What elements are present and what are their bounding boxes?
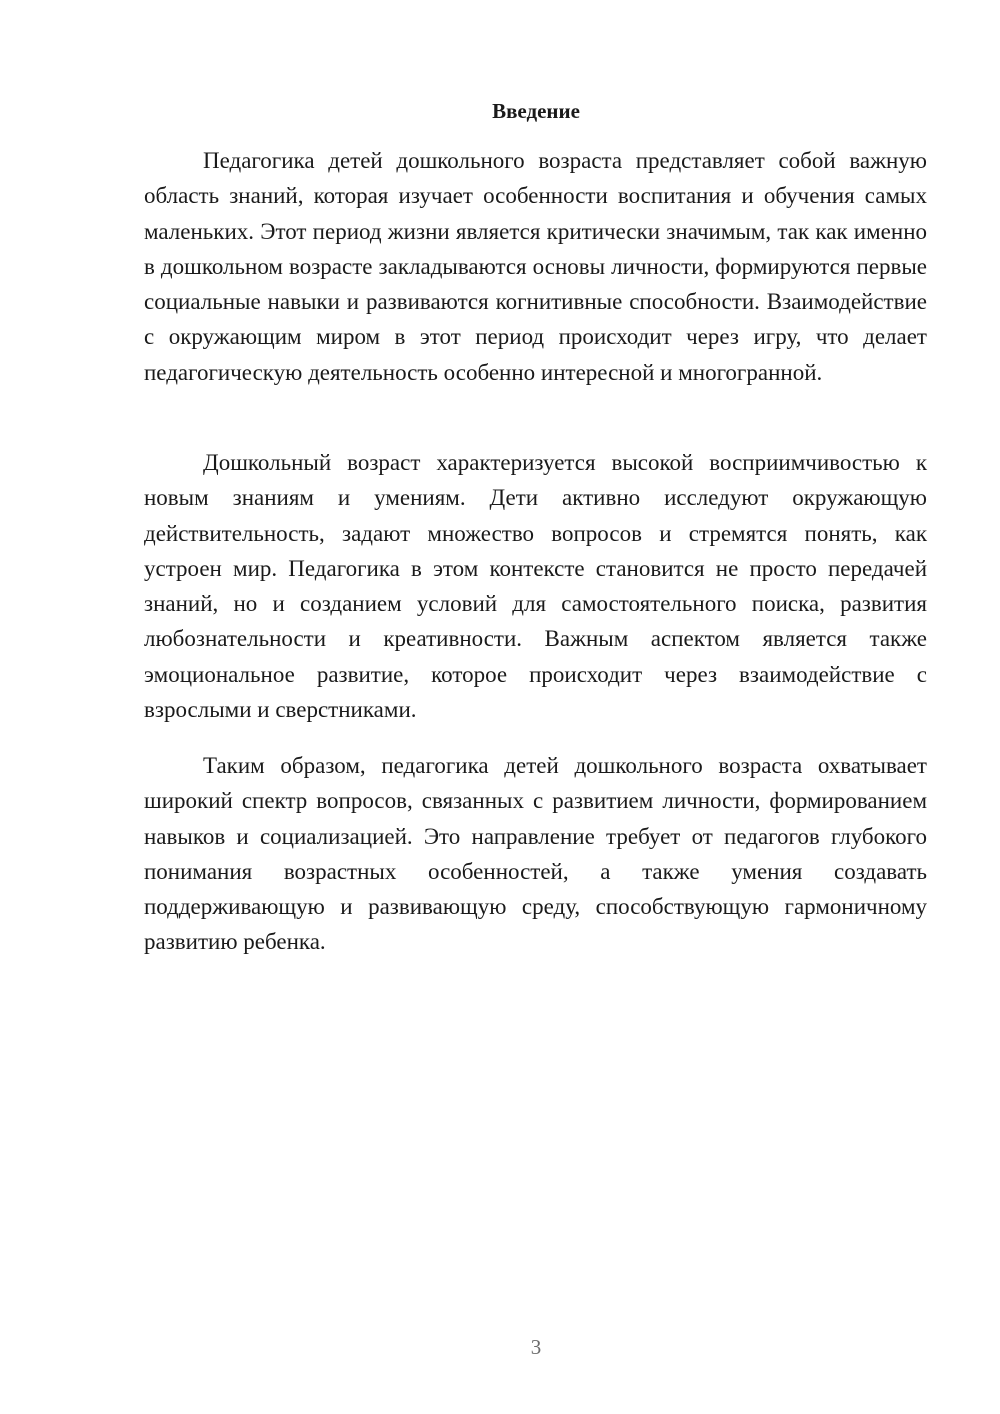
paragraph-1: Педагогика детей дошкольного возраста представляет собой важную область знаний, которая изучает особенности воспитания и обучения самых маленьких. Этот период жизни является критически значимым, так как именно в дошкольном возрасте закладываются основы личности, формируются первые социальные навыки и развиваются когнитивные способности. Взаимодействие с окружающим миром в этот период происходит через игру, что делает педагогическую деятельность особенно интересной и многогранной.: [144, 148, 927, 385]
paragraph-3: Таким образом, педагогика детей дошкольного возраста охватывает широкий спектр вопросов, связанных с развитием личности, формированием навыков и социализацией. Это направление требует от педагогов глубокого понимания возрастных особенностей, а также умения создавать поддерживающую и развивающую среду, способствующую гармоничному развитию ребенка.: [144, 753, 927, 955]
page-number: 3: [530, 1335, 542, 1359]
paragraph-2: Дошкольный возраст характеризуется высокой восприимчивостью к новым знаниям и умениям. Дети активно исследуют окружающую действительность, задают множество вопросов и стремятся понять, как устроен мир. Педагогика в этом контексте становится не просто передачей знаний, но и созданием условий для самостоятельного поиска, развития любознательности и креативности. Важным аспектом является также эмоциональное развитие, которое происходит через взаимодействие с взрослыми и сверстниками.: [144, 450, 927, 723]
section-heading: Введение: [492, 99, 580, 123]
